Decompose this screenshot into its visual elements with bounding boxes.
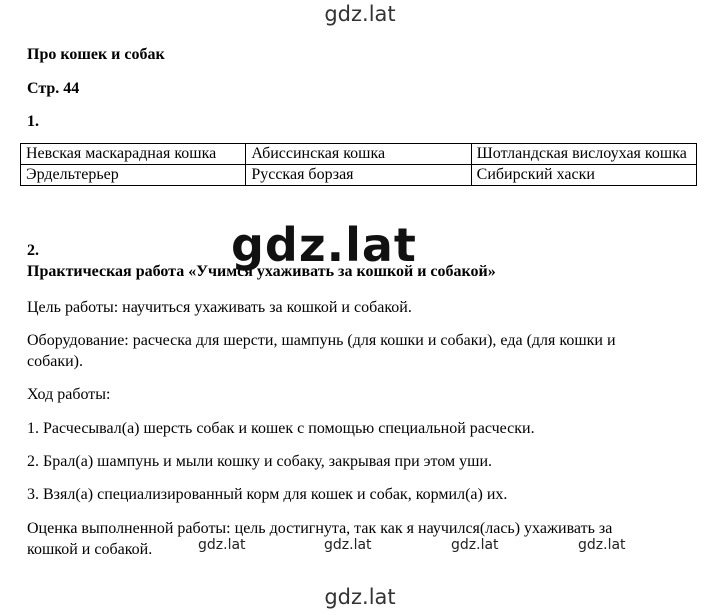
equipment-text-line1: Оборудование: расческа для шерсти, шампунь (для кошки и собаки), еда (для кошки и	[27, 332, 616, 349]
watermark-small: gdz.lat	[324, 537, 372, 553]
step-2: 2. Брал(а) шампунь и мыли кошку и собаку, закрывая при этом уши.	[27, 453, 493, 470]
table-cell: Эрдельтерьер	[21, 165, 246, 186]
table-row	[21, 165, 697, 186]
table-cell: Сибирский хаски	[471, 165, 696, 186]
watermark-small: gdz.lat	[198, 537, 246, 553]
evaluation-text-line1: Оценка выполненной работы: цель достигнута, так как я научился(лась) ухаживать за	[27, 520, 613, 537]
step-3: 3. Взял(а) специализированный корм для кошек и собак, кормил(а) их.	[27, 486, 508, 503]
table-cell: Невская маскарадная кошка	[21, 144, 246, 165]
task-2-number: 2.	[27, 242, 39, 259]
goal-text: Цель работы: научиться ухаживать за кошкой и собакой.	[27, 299, 412, 316]
progress-heading: Ход работы:	[27, 386, 111, 403]
step-1: 1. Расчесывал(а) шерсть собак и кошек с помощью специальной расчески.	[27, 420, 535, 437]
table-row	[21, 144, 697, 165]
page-heading: Про кошек и собак	[27, 46, 165, 63]
practical-work-title: Практическая работа «Учимся ухаживать за кошкой и собакой»	[27, 263, 496, 280]
table-cell: Шотландская вислоухая кошка	[471, 144, 696, 165]
table-cell: Абиссинская кошка	[246, 144, 471, 165]
table-cell: Русская борзая	[246, 165, 471, 186]
equipment-text-line2: собаки).	[27, 353, 84, 370]
watermark-small: gdz.lat	[451, 537, 499, 553]
watermark-large: gdz.lat	[231, 218, 417, 272]
watermark-top: gdz.lat	[324, 2, 396, 26]
breeds-table	[20, 143, 697, 186]
watermark-small: gdz.lat	[578, 537, 626, 553]
watermark-bottom: gdz.lat	[324, 585, 396, 609]
task-1-number: 1.	[27, 113, 39, 130]
page-reference: Стр. 44	[27, 80, 80, 97]
evaluation-text-line2: кошкой и собакой.	[27, 541, 153, 558]
